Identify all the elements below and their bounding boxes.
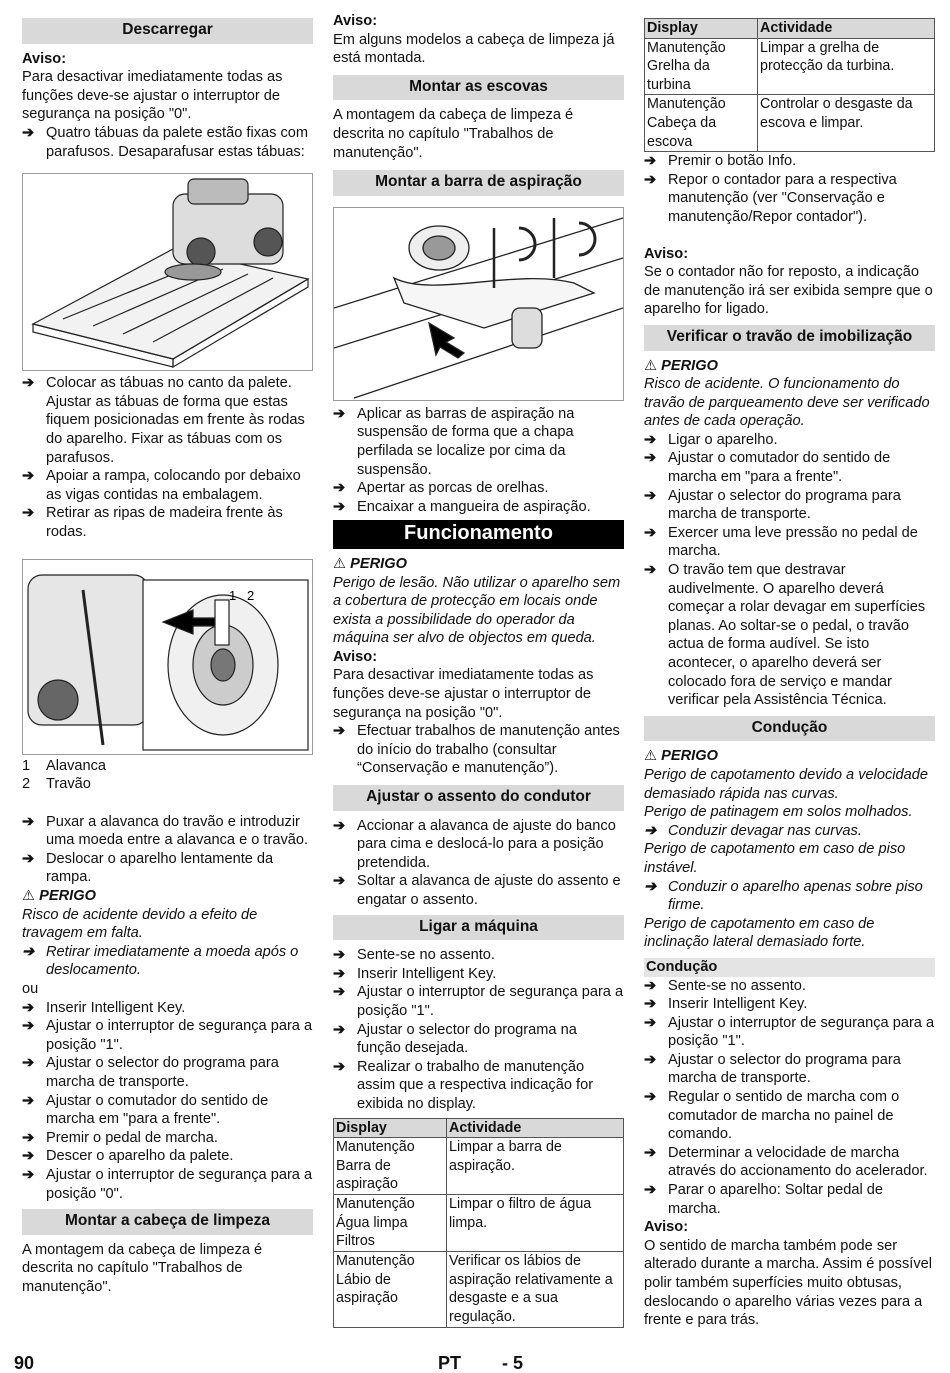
list-item: ➔ Soltar a alavanca de ajuste do assento e engatar o assento. bbox=[333, 872, 624, 909]
list-item: ➔ Ajustar o interruptor de segurança para a posição "0". bbox=[22, 1166, 313, 1203]
section-montar-barra: Montar a barra de aspiração bbox=[333, 170, 624, 196]
steps-unload-3 bbox=[22, 813, 313, 887]
list-item: ➔ Apertar as porcas de orelhas. bbox=[333, 479, 624, 498]
list-item: ➔ O travão tem que destravar audivelmente. O aparelho deverá começar a rolar devagar em superfícies planas. Ao soltar-se o pedal, o travão actua de forma audível. Se isto acontecer, o aparelho deverá ser colocado fora de serviço e mandar verificar pela Assistência Técnica. bbox=[644, 561, 935, 710]
column-2 bbox=[333, 12, 624, 1328]
list-item: ➔ Regular o sentido de marcha com o comutador de marcha no painel de comando. bbox=[644, 1088, 935, 1144]
section-funcionamento: Funcionamento bbox=[333, 520, 624, 549]
list-item: ➔ Ajustar o comutador do sentido de marcha em "para a frente". bbox=[644, 449, 935, 486]
perigo-heading: ⚠ PERIGO bbox=[333, 555, 407, 572]
list-item: ➔ Ajustar o selector do programa para marcha de transporte. bbox=[644, 487, 935, 524]
escovas-text: A montagem da cabeça de limpeza é descrita no capítulo "Trabalhos de manutenção". bbox=[333, 107, 574, 161]
list-item: ➔ Retirar imediatamente a moeda após o deslocamento. bbox=[22, 943, 313, 980]
list-item: ➔ Ajustar o interruptor de segurança para a posição "1". bbox=[22, 1017, 313, 1054]
list-item: ➔ Colocar as tábuas no canto da palete. Ajustar as tábuas de forma que estas fiquem posicionadas em frente às rodas do aparelho. Fixar as tábuas com os parafusos. bbox=[22, 374, 313, 467]
subsection-conducao: Condução bbox=[644, 958, 935, 977]
section-montar-cabeca: Montar a cabeça de limpeza bbox=[22, 1209, 313, 1235]
perigo-heading: ⚠ PERIGO bbox=[22, 888, 96, 905]
section-ligar-maquina: Ligar a máquina bbox=[333, 915, 624, 941]
list-item: ➔ Descer o aparelho da palete. bbox=[22, 1147, 313, 1166]
table-header: Display bbox=[334, 1118, 447, 1138]
table-header: Actividade bbox=[758, 19, 935, 39]
page-number: 90 bbox=[14, 1353, 35, 1373]
list-item: ➔ Ligar o aparelho. bbox=[644, 431, 935, 450]
list-item: ➔ Exercer uma leve pressão no pedal de marcha. bbox=[644, 524, 935, 561]
suction-bar-figure bbox=[333, 207, 624, 401]
list-item: ➔ Conduzir o aparelho apenas sobre piso firme. bbox=[644, 878, 935, 915]
perigo-steps bbox=[644, 822, 935, 841]
steps-unload-4 bbox=[22, 999, 313, 1204]
list-item: ➔ Ajustar o comutador do sentido de marcha em "para a frente". bbox=[22, 1092, 313, 1129]
table-cell: Manutenção Água limpa Filtros bbox=[334, 1195, 447, 1252]
list-item: ➔ Accionar a alavanca de ajuste do banco para cima e deslocá-lo para a posição pretendida. bbox=[333, 817, 624, 873]
aviso-text: Para desactivar imediatamente todas as funções deve-se ajustar o interruptor de segurança na posição "0". bbox=[333, 667, 594, 721]
or-text: ou bbox=[22, 981, 39, 998]
table-cell: Manutenção Lábio de aspiração bbox=[334, 1252, 447, 1327]
list-item: ➔ Retirar as ripas de madeira frente às rodas. bbox=[22, 504, 313, 541]
table-cell: Limpar o filtro de água limpa. bbox=[447, 1195, 624, 1252]
perigo-text: Perigo de lesão. Não utilizar o aparelho sem a cobertura de protecção em locais onde exista a possibilidade do operador da máquina ser alvo de objectos em queda. bbox=[333, 574, 621, 647]
perigo-heading: ⚠ PERIGO bbox=[644, 357, 718, 374]
section-montar-escovas: Montar as escovas bbox=[333, 75, 624, 101]
section-descarregar: Descarregar bbox=[22, 18, 313, 44]
aviso-steps bbox=[333, 722, 624, 778]
list-item: ➔ Sente-se no assento. bbox=[644, 977, 935, 996]
brake-lever-figure bbox=[22, 559, 313, 755]
aviso-text: Para desactivar imediatamente todas as funções deve-se ajustar o interruptor de segurança na posição "0". bbox=[22, 69, 283, 123]
list-item: ➔ Ajustar o selector do programa para marcha de transporte. bbox=[22, 1054, 313, 1091]
travao-steps bbox=[644, 431, 935, 710]
column-1 bbox=[22, 12, 313, 1297]
steps-unload-1 bbox=[22, 124, 313, 161]
steps-unload-2 bbox=[22, 374, 313, 541]
list-item: ➔ Efectuar trabalhos de manutenção antes do início do trabalho (consultar “Conservação e manutenção”). bbox=[333, 722, 624, 778]
list-item: ➔ Ajustar o interruptor de segurança para a posição "1". bbox=[333, 983, 624, 1020]
table-header: Actividade bbox=[447, 1118, 624, 1138]
warning-icon: ⚠ bbox=[644, 748, 658, 765]
perigo-text: Risco de acidente. O funcionamento do travão de parqueamento deve ser verificado antes de cada operação. bbox=[644, 376, 930, 430]
perigo-text: Perigo de capotamento em caso de inclinação lateral demasiado forte. bbox=[644, 915, 875, 951]
list-item: ➔ Inserir Intelligent Key. bbox=[644, 995, 935, 1014]
barra-steps bbox=[333, 405, 624, 517]
pallet-ramp-figure bbox=[22, 173, 313, 371]
fig-label-1: 1 bbox=[229, 587, 237, 603]
perigo-steps bbox=[22, 943, 313, 980]
aviso-label: Aviso: bbox=[333, 648, 378, 665]
ligar-steps bbox=[333, 946, 624, 1113]
fig-label-2: 2 bbox=[247, 587, 255, 603]
warning-icon: ⚠ bbox=[333, 555, 347, 572]
list-item: ➔ Premir o botão Info. bbox=[644, 152, 935, 171]
table-row bbox=[334, 1138, 624, 1195]
perigo-text: Risco de acidente devido a efeito de travagem em falta. bbox=[22, 906, 258, 942]
list-item: ➔ Puxar a alavanca do travão e introduzir uma moeda entre a alavanca e o travão. bbox=[22, 813, 313, 850]
column-3 bbox=[644, 18, 935, 1330]
list-item: ➔ Conduzir devagar nas curvas. bbox=[644, 822, 935, 841]
legend-item: 1 Alavanca bbox=[22, 757, 107, 774]
list-item: ➔ Inserir Intelligent Key. bbox=[22, 999, 313, 1018]
perigo-steps bbox=[644, 878, 935, 915]
table-cell: Controlar o desgaste da escova e limpar. bbox=[758, 95, 935, 152]
aviso-label: Aviso: bbox=[333, 13, 378, 29]
table-cell: Limpar a grelha de protecção da turbina. bbox=[758, 38, 935, 95]
table-header-row bbox=[645, 19, 935, 39]
pallet-ramp-illustration bbox=[23, 174, 312, 370]
section-conducao: Condução bbox=[644, 716, 935, 742]
perigo-text: Perigo de patinagem em solos molhados. bbox=[644, 804, 913, 821]
table-cell: Manutenção Barra de aspiração bbox=[334, 1138, 447, 1195]
list-item: ➔ Premir o pedal de marcha. bbox=[22, 1129, 313, 1148]
section-page: - 5 bbox=[502, 1353, 524, 1373]
table-cell: Verificar os lábios de aspiração relativamente a desgaste e a sua regulação. bbox=[447, 1252, 624, 1327]
list-item: ➔ Apoiar a rampa, colocando por debaixo as vigas contidas na embalagem. bbox=[22, 467, 313, 504]
list-item: ➔ Repor o contador para a respectiva manutenção (ver "Conservação e manutenção/Repor contador"). bbox=[644, 171, 935, 227]
table-row bbox=[645, 95, 935, 152]
info-steps bbox=[644, 152, 935, 226]
list-item: ➔ Deslocar o aparelho lentamente da rampa. bbox=[22, 850, 313, 887]
aviso-text: Em alguns modelos a cabeça de limpeza já está montada. bbox=[333, 31, 615, 67]
table-cell: Manutenção Grelha da turbina bbox=[645, 38, 758, 95]
list-item: ➔ Encaixar a mangueira de aspiração. bbox=[333, 498, 624, 517]
list-item: ➔ Aplicar as barras de aspiração na suspensão de forma que a chapa perfilada se localize por cima da suspensão. bbox=[333, 405, 624, 479]
table-cell: Limpar a barra de aspiração. bbox=[447, 1138, 624, 1195]
perigo-text: Perigo de capotamento devido a velocidade demasiado rápida nas curvas. bbox=[644, 766, 928, 802]
list-item: ➔ Quatro tábuas da palete estão fixas com parafusos. Desaparafusar estas tábuas: bbox=[22, 124, 313, 161]
table-row bbox=[334, 1195, 624, 1252]
suction-bar-illustration bbox=[334, 208, 623, 400]
list-item: ➔ Ajustar o interruptor de segurança para a posição "1". bbox=[644, 1014, 935, 1051]
conducao-steps bbox=[644, 977, 935, 1219]
aviso-label: Aviso: bbox=[22, 50, 67, 67]
list-item: ➔ Realizar o trabalho de manutenção assim que a respectiva indicação for exibida no display. bbox=[333, 1058, 624, 1114]
perigo-text: Perigo de capotamento em caso de piso instável. bbox=[644, 841, 906, 876]
table-row bbox=[334, 1252, 624, 1327]
list-item: ➔ Inserir Intelligent Key. bbox=[333, 965, 624, 984]
cabeca-text: A montagem da cabeça de limpeza é descrita no capítulo "Trabalhos de manutenção". bbox=[22, 1241, 263, 1295]
legend-item: 2 Travão bbox=[22, 776, 91, 793]
table-row bbox=[645, 38, 935, 95]
maintenance-table-2 bbox=[644, 18, 935, 152]
perigo-heading: ⚠ PERIGO bbox=[644, 748, 718, 765]
warning-icon: ⚠ bbox=[644, 357, 658, 374]
aviso-label: Aviso: bbox=[644, 245, 689, 262]
language-code: PT bbox=[438, 1353, 462, 1373]
brake-lever-illustration bbox=[23, 560, 312, 754]
table-header-row bbox=[334, 1118, 624, 1138]
list-item: ➔ Sente-se no assento. bbox=[333, 946, 624, 965]
assento-steps bbox=[333, 817, 624, 910]
list-item: ➔ Determinar a velocidade de marcha através do accionamento do acelerador. bbox=[644, 1144, 935, 1181]
table-header: Display bbox=[645, 19, 758, 39]
table-cell: Manutenção Cabeça da escova bbox=[645, 95, 758, 152]
list-item: ➔ Ajustar o selector do programa na função desejada. bbox=[333, 1021, 624, 1058]
section-ajustar-assento: Ajustar o assento do condutor bbox=[333, 785, 624, 811]
list-item: ➔ Ajustar o selector do programa para marcha de transporte. bbox=[644, 1051, 935, 1088]
figure-legend bbox=[22, 757, 313, 794]
aviso-label: Aviso: bbox=[644, 1219, 689, 1236]
section-verificar-travao: Verificar o travão de imobilização bbox=[644, 325, 935, 351]
list-item: ➔ Parar o aparelho: Soltar pedal de marcha. bbox=[644, 1181, 935, 1218]
warning-icon: ⚠ bbox=[22, 888, 36, 905]
aviso-text: O sentido de marcha também pode ser alterado durante a marcha. Assim é possível polir também superfícies muito obtusas, deslocando o aparelho várias vezes para a frente e para trás. bbox=[644, 1237, 932, 1329]
aviso-text: Se o contador não for reposto, a indicação de manutenção irá ser exibida sempre que o aparelho for ligado. bbox=[644, 264, 933, 318]
maintenance-table-1 bbox=[333, 1118, 624, 1328]
